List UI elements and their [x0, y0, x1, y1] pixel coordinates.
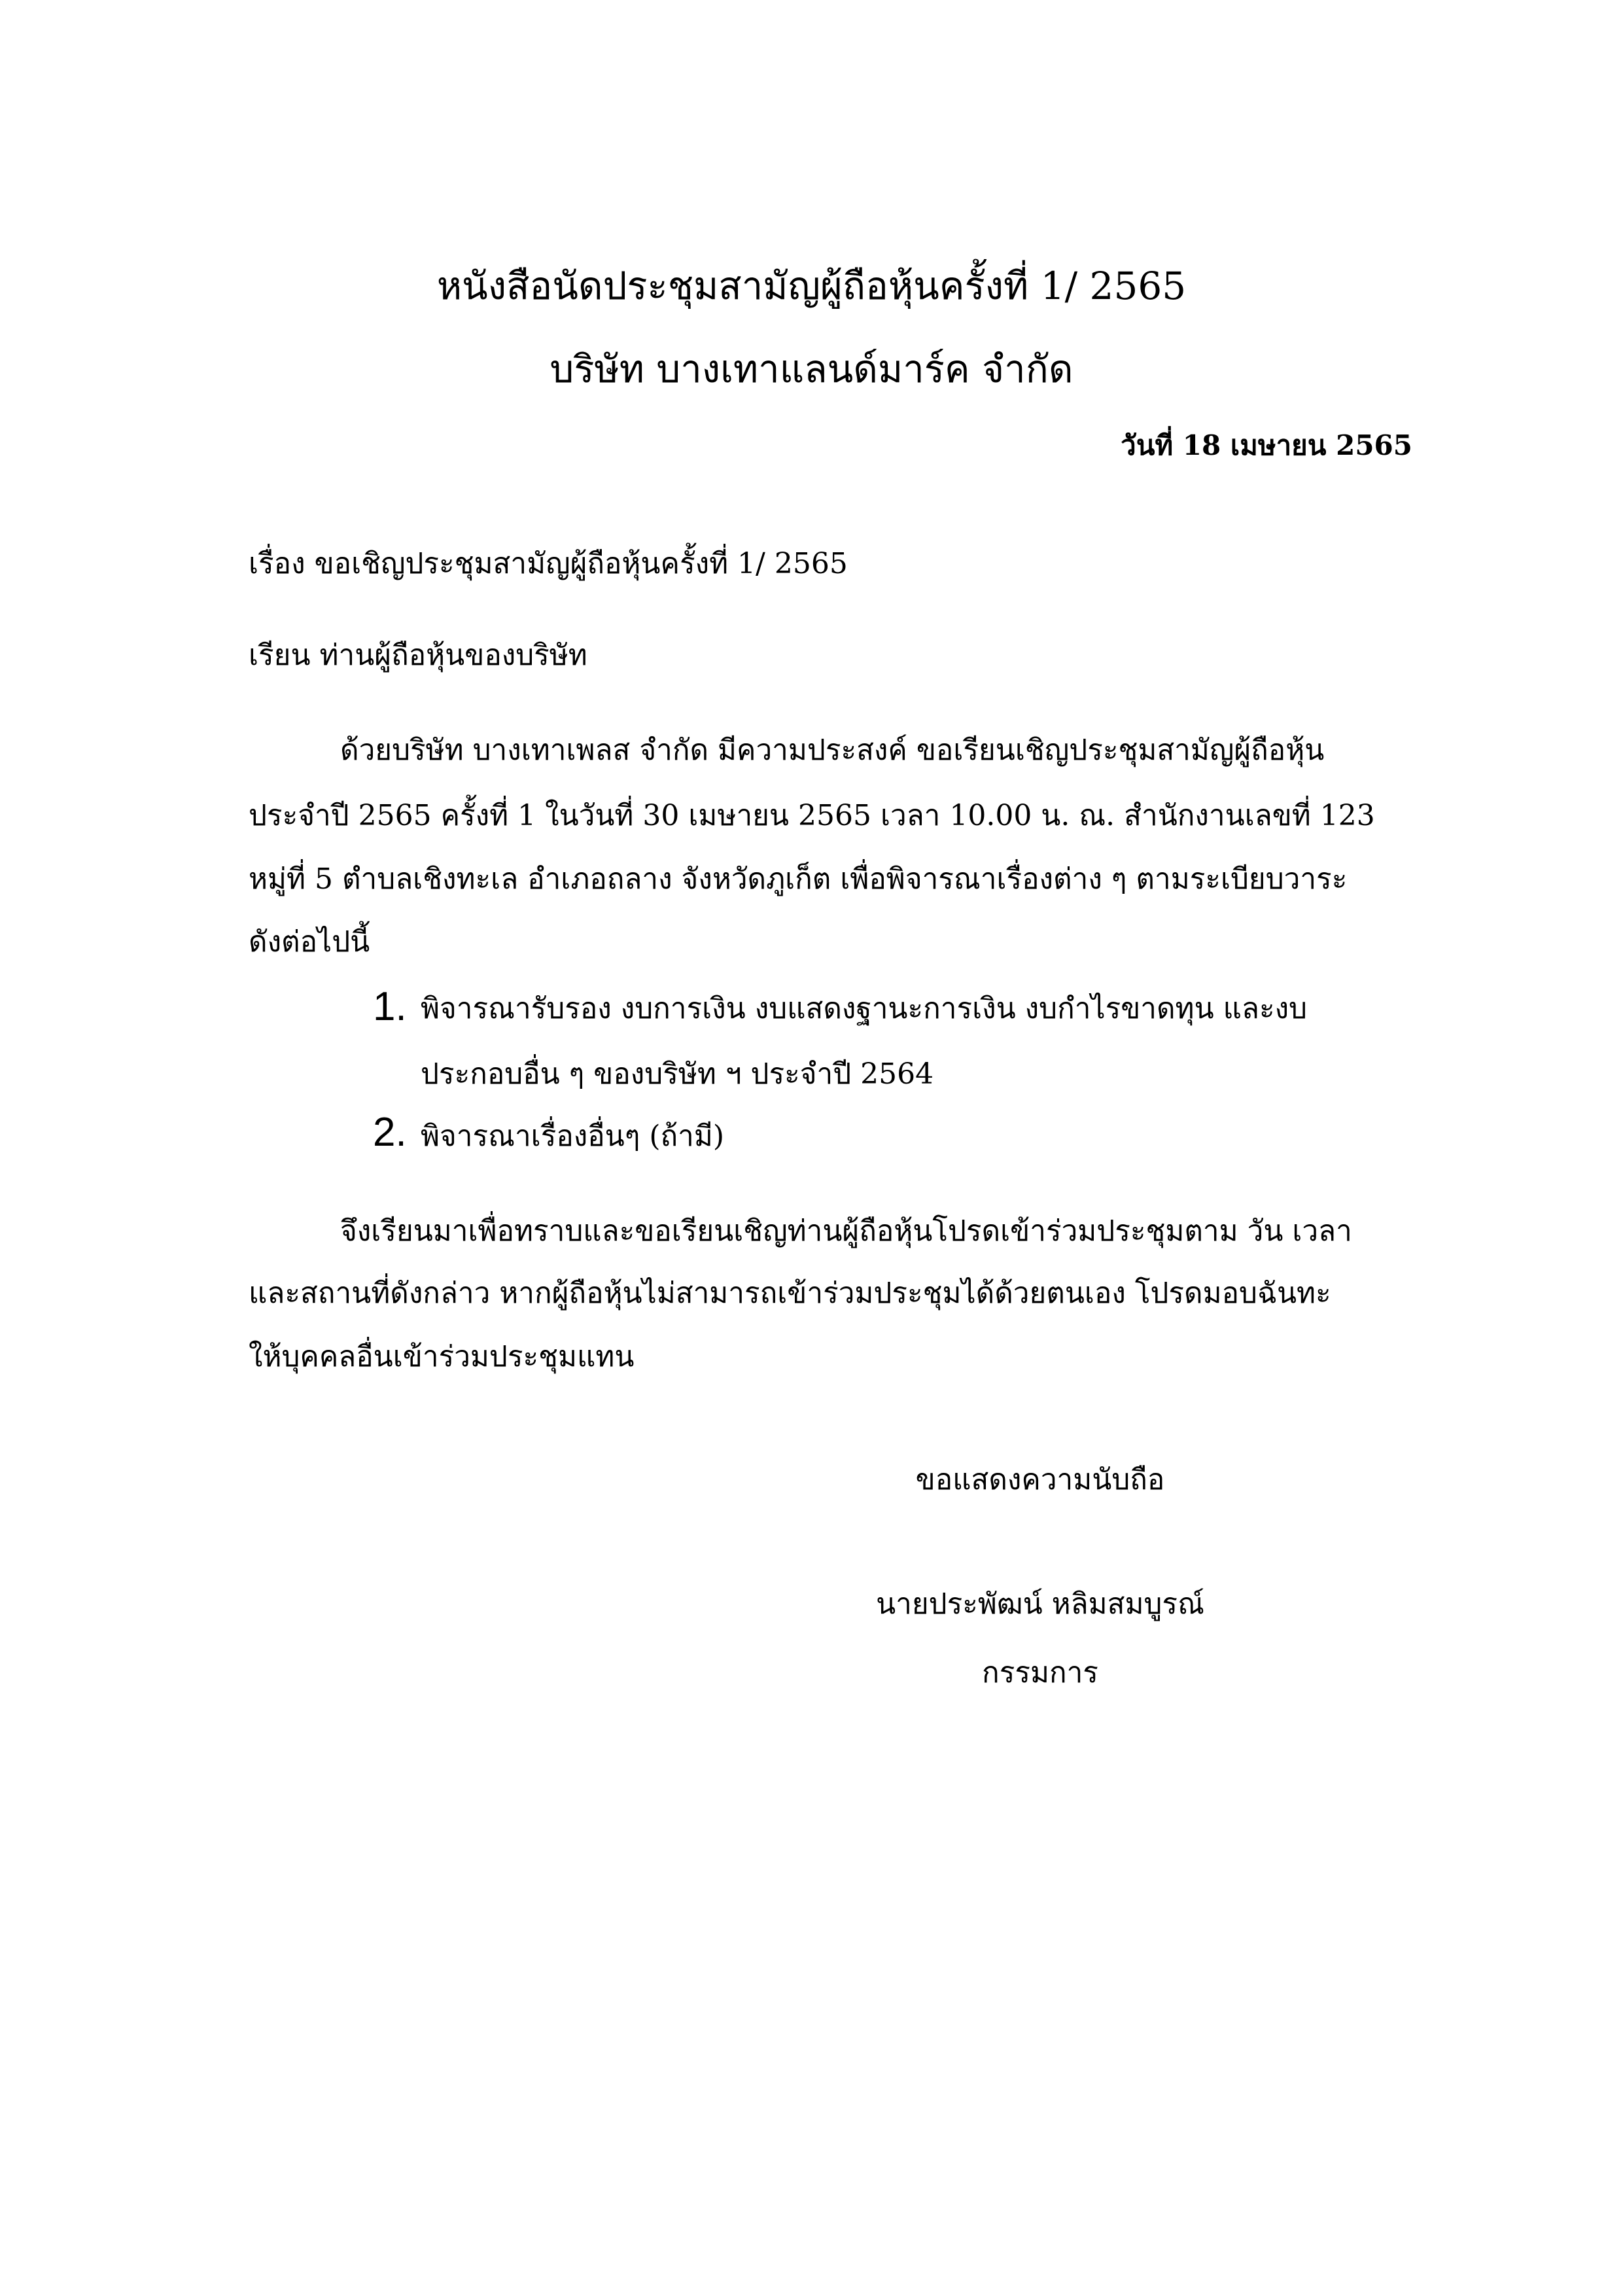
- paragraph2-line1: จึงเรียนมาเพื่อทราบและขอเรียนเชิญท่านผู้ถือหุ้นโปรดเข้าร่วมประชุมตาม วัน เวลา: [340, 1214, 1352, 1248]
- paragraph2-line3: ให้บุคคลอื่นเข้าร่วมประชุมแทน: [249, 1340, 635, 1373]
- recipient-line: เรียน ท่านผู้ถือหุ้นของบริษัท: [249, 639, 587, 672]
- document-title: หนังสือนัดประชุมสามัญผู้ถือหุ้นครั้งที่ 1/ 2565: [436, 264, 1187, 308]
- document-date: วันที่ 18 เมษายน 2565: [1121, 429, 1412, 461]
- paragraph1-line4: ดังต่อไปนี้: [249, 925, 370, 959]
- company-name: บริษัท บางเทาแลนด์มาร์ค จำกัด: [550, 347, 1073, 391]
- signer-name: นายประพัฒน์ หลิมสมบูรณ์: [876, 1587, 1204, 1621]
- agenda-item-2-line1: พิจารณาเรื่องอื่นๆ (ถ้ามี): [421, 1120, 725, 1153]
- closing-salutation: ขอแสดงความนับถือ: [915, 1463, 1165, 1496]
- subject-line: เรื่อง ขอเชิญประชุมสามัญผู้ถือหุ้นครั้งที่ 1/ 2565: [249, 547, 848, 580]
- agenda-item-1-line1: พิจารณารับรอง งบการเงิน งบแสดงฐานะการเงิน งบกำไรขาดทุน และงบ: [421, 992, 1307, 1025]
- paragraph2-line2: และสถานที่ดังกล่าว หากผู้ถือหุ้นไม่สามารถเข้าร่วมประชุมได้ด้วยตนเอง โปรดมอบฉันทะ: [249, 1277, 1331, 1310]
- agenda-item-1-line2: ประกอบอื่น ๆ ของบริษัท ฯ ประจำปี 2564: [421, 1057, 934, 1091]
- paragraph1-line2: ประจำปี 2565 ครั้งที่ 1 ในวันที่ 30 เมษายน 2565 เวลา 10.00 น. ณ. สำนักงานเลขที่ 123: [249, 799, 1375, 832]
- paragraph1-line3: หมู่ที่ 5 ตำบลเชิงทะเล อำเภอถลาง จังหวัดภูเก็ต เพื่อพิจารณาเรื่องต่าง ๆ ตามระเบียบวาระ: [249, 862, 1348, 896]
- paragraph1-line1: ด้วยบริษัท บางเทาเพลส จำกัด มีความประสงค์ ขอเรียนเชิญประชุมสามัญผู้ถือหุ้น: [340, 733, 1325, 767]
- agenda-item-1-number: 1.: [373, 984, 407, 1029]
- agenda-item-2-number: 2.: [373, 1110, 407, 1155]
- signer-title: กรรมการ: [982, 1656, 1098, 1689]
